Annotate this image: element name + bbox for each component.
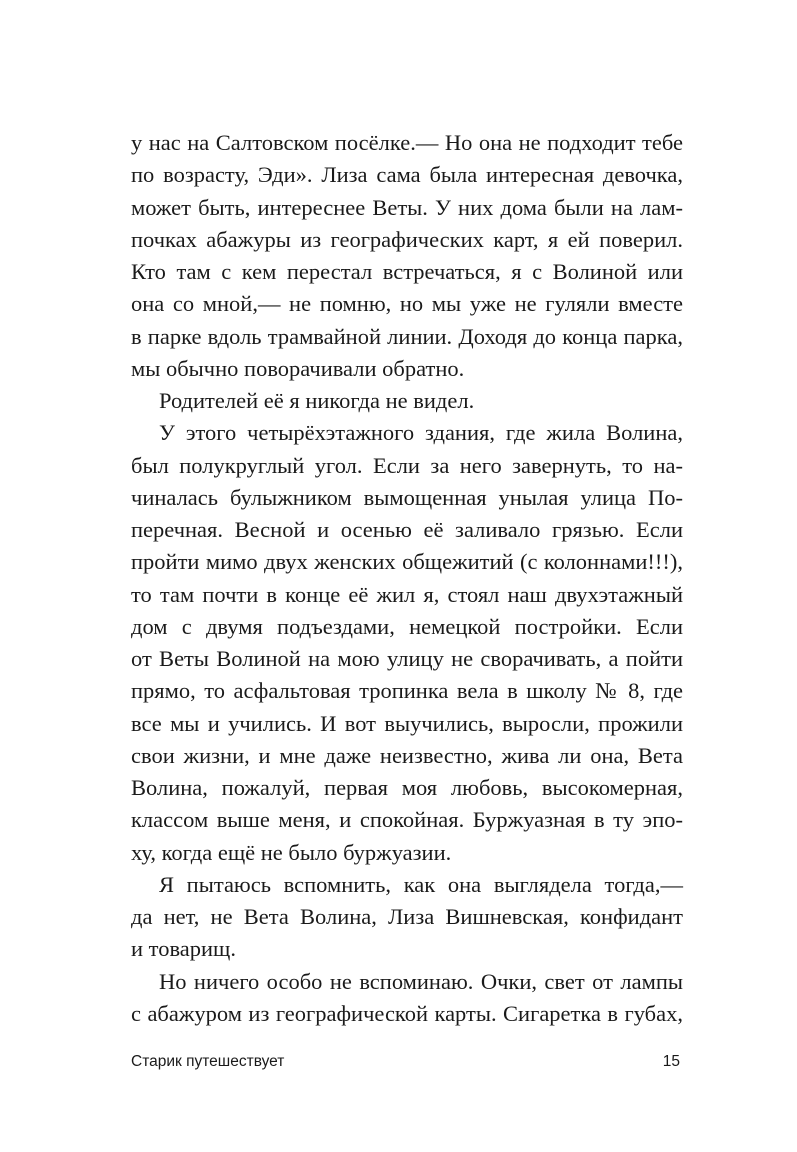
text-line: в парке вдоль трамвайной линии. Доходя до конца парка, <box>131 323 683 349</box>
text-line: чиналась булыжником вымощенная унылая улица По- <box>131 484 683 510</box>
text-line: от Веты Волиной на мою улицу не сворачивать, а пойти <box>131 646 683 671</box>
text-line: был полукруглый угол. Если за него завернуть, то на- <box>131 452 683 478</box>
text-line: и товарищ. <box>131 936 237 962</box>
text-line: по возрасту, Эди». Лиза сама была интересная девочка, <box>131 162 683 188</box>
text-line: пройти мимо двух женских общежитий (с колоннами!!!), <box>131 549 683 575</box>
text-line: да нет, не Вета Волина, Лиза Вишневская, конфидант <box>131 904 683 929</box>
running-title: Старик путешествует <box>131 1053 285 1070</box>
text-line: Кто там с кем перестал встречаться, я с Волиной или <box>131 259 683 284</box>
text-line: то там почти в конце её жил я, стоял наш двухэтажный <box>131 581 683 607</box>
text-line: ху, когда ещё не было буржуазии. <box>131 839 452 865</box>
text-line: свои жизни, и мне даже неизвестно, жива ли она, Вета <box>131 742 683 768</box>
text-line: Родителей её я никогда не видел. <box>159 388 475 413</box>
text-line: классом выше меня, и спокойная. Буржуазная в ту эпо- <box>131 807 683 833</box>
text-line: с абажуром из географической карты. Сигаретка в губах, <box>131 1000 683 1026</box>
text-line: у нас на Салтовском посёлке.— Но она не подходит тебе <box>131 130 683 155</box>
text-line: все мы и учились. И вот выучились, выросли, прожили <box>131 710 683 736</box>
page-number: 15 <box>662 1053 680 1070</box>
text-line: Но ничего особо не вспоминаю. Очки, свет от лампы <box>159 968 683 994</box>
text-line: перечная. Весной и осенью её заливало грязью. Если <box>131 517 683 542</box>
text-line: она со мной,— не помню, но мы уже не гуляли вместе <box>131 291 683 317</box>
text-line: почках абажуры из географических карт, я ей поверил. <box>131 226 683 252</box>
body-text <box>131 127 683 1030</box>
text-line: прямо, то асфальтовая тропинка вела в школу № 8, где <box>131 678 683 704</box>
text-line: Я пытаюсь вспомнить, как она выглядела тогда,— <box>159 871 683 897</box>
text-line: мы обычно поворачивали обратно. <box>131 355 465 381</box>
text-line: может быть, интереснее Веты. У них дома были на лам- <box>131 194 683 220</box>
text-line: У этого четырёхэтажного здания, где жила Волина, <box>159 420 683 446</box>
text-line: дом с двумя подъездами, немецкой постройки. Если <box>131 613 683 639</box>
text-line: Волина, пожалуй, первая моя любовь, высокомерная, <box>131 775 683 800</box>
